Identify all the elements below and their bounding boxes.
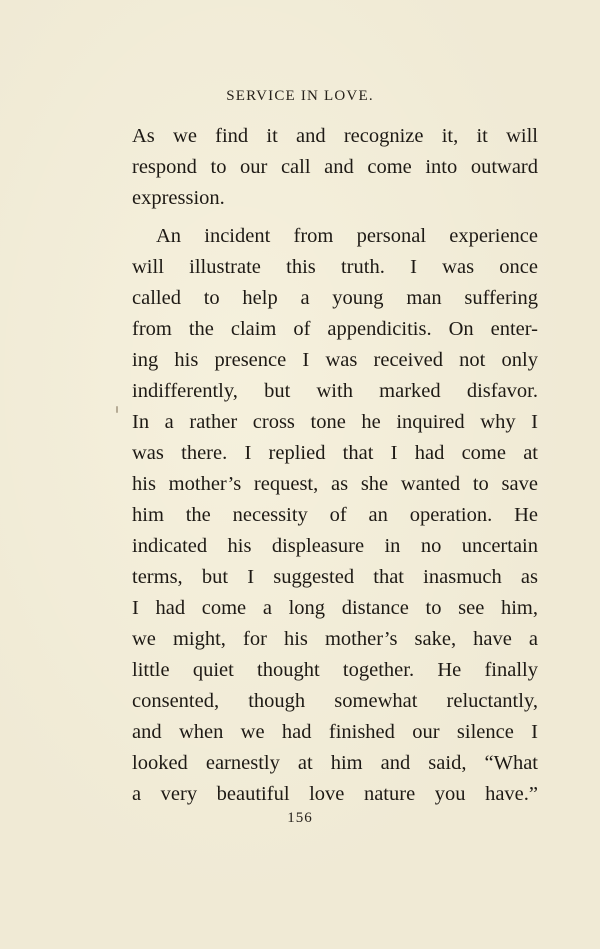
text-line: we might, for his mother’s sake, have a [132, 628, 538, 650]
body-text [132, 121, 538, 810]
text-line: An incident from personal experience [156, 225, 538, 247]
page-number: 156 [287, 810, 313, 826]
text-line: will illustrate this truth. I was once [132, 256, 538, 278]
text-line: was there. I replied that I had come at [132, 442, 538, 464]
text-line: As we find it and recognize it, it will [132, 125, 538, 147]
text-line: him the necessity of an operation. He [132, 504, 538, 526]
text-line: consented, though somewhat reluctantly, [132, 690, 538, 712]
text-line: In a rather cross tone he inquired why I [132, 411, 538, 433]
text-line: from the claim of appendicitis. On enter- [132, 318, 538, 340]
text-line: ing his presence I was received not only [132, 349, 538, 371]
text-line: indifferently, but with marked disfavor. [132, 380, 538, 402]
text-line: little quiet thought together. He finally [132, 659, 538, 681]
text-line: indicated his displeasure in no uncertain [132, 535, 538, 557]
text-line: terms, but I suggested that inasmuch as [132, 566, 538, 588]
running-head: SERVICE IN LOVE. [226, 88, 374, 104]
text-line: and when we had finished our silence I [132, 721, 538, 743]
text-line: respond to our call and come into outward [132, 156, 538, 178]
paragraph-break [132, 214, 538, 221]
text-line: called to help a young man suffering [132, 287, 538, 309]
text-line: I had come a long distance to see him, [132, 597, 538, 619]
text-line: his mother’s request, as she wanted to save [132, 473, 538, 495]
text-line: looked earnestly at him and said, “What [132, 752, 538, 774]
paper-speck [116, 406, 118, 413]
text-line: expression. [132, 187, 225, 209]
text-line: a very beautiful love nature you have.” [132, 783, 538, 805]
